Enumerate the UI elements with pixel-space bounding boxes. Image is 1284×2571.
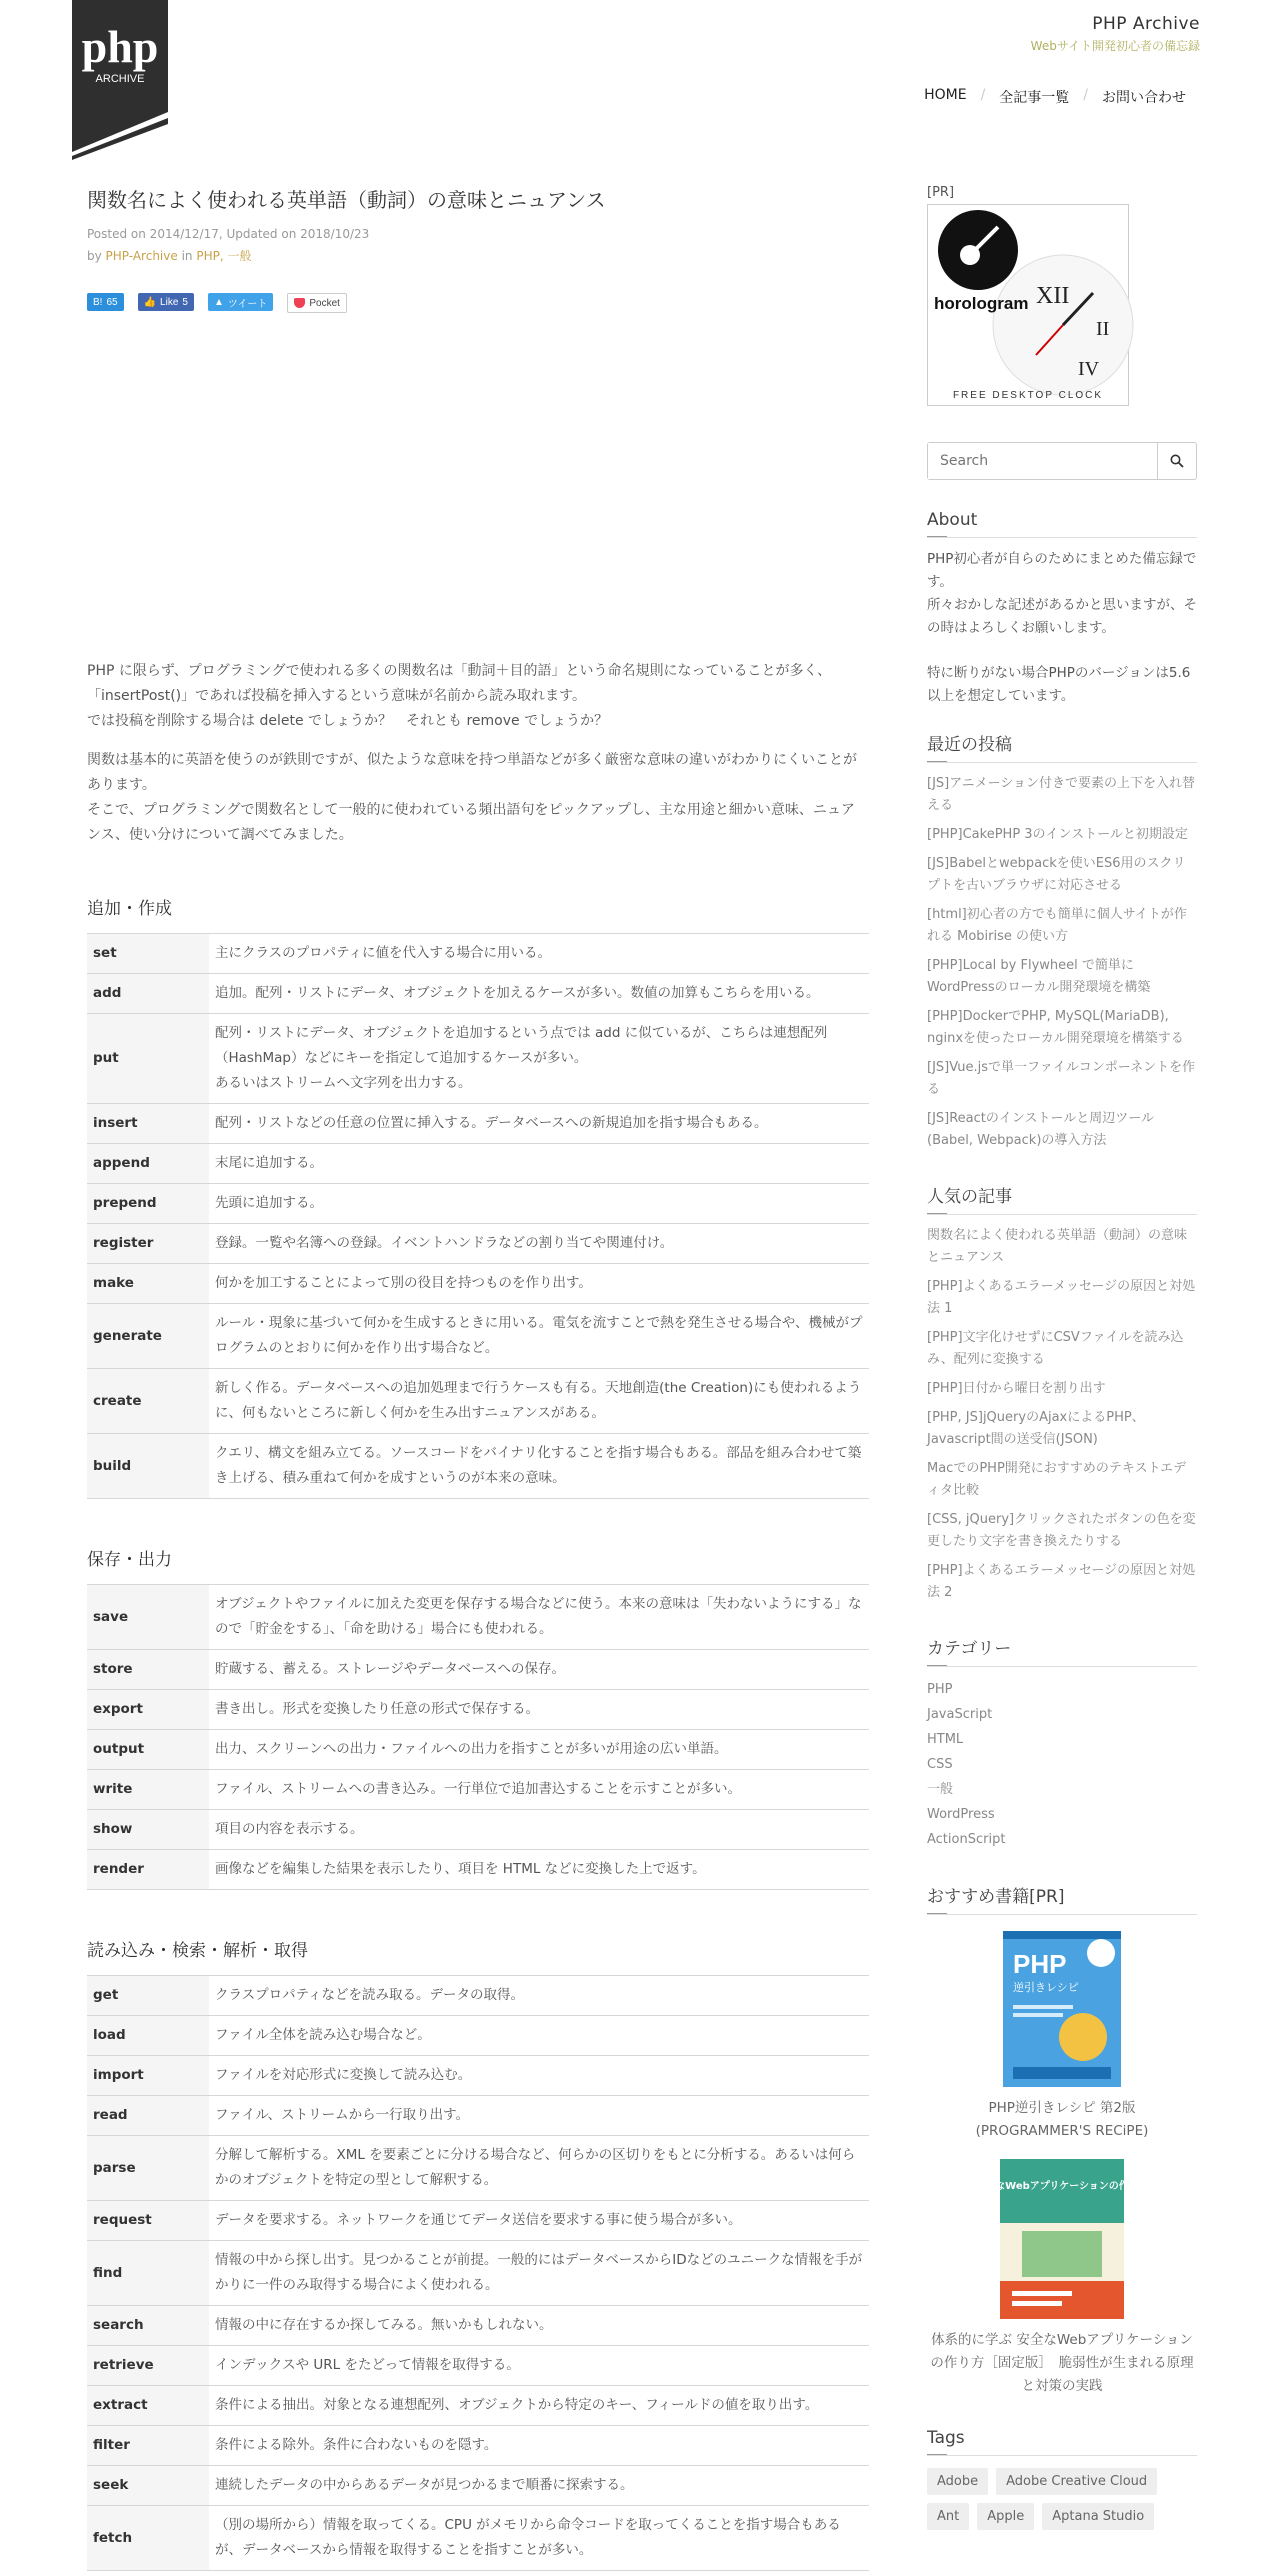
term-word: extract [87, 2386, 209, 2426]
popular-post-link[interactable]: 関数名によく使われる英単語（動詞）の意味とニュアンス [927, 1228, 1188, 1265]
table-row [87, 2096, 869, 2136]
term-description: 貯蔵する、蓄える。ストレージやデータベースへの保存。 [209, 1650, 869, 1690]
table-row [87, 974, 869, 1014]
post-title: 関数名によく使われる英単語（動詞）の意味とニュアンス [87, 188, 606, 212]
intro-paragraph: PHP に限らず、プログラミングで使われる多くの関数名は「動詞＋目的語」という命名規則になっていることが多く、「insertPost()」であれば投稿を挿入するという意味が名前から読み取れます。 では投稿を削除する場合は delete でしょうか？ それとも remove でしょうか？ [87, 663, 832, 729]
term-word: add [87, 974, 209, 1014]
hatena-icon: B! [93, 296, 103, 308]
books-title: おすすめ書籍[PR] [927, 1882, 1197, 1915]
table-row [87, 1104, 869, 1144]
table-row [87, 1730, 869, 1770]
nav-all-posts[interactable]: 全記事一覧 [999, 90, 1070, 106]
byline-in: in [181, 249, 193, 263]
term-description: ファイル、ストリームから一行取り出す。 [209, 2096, 869, 2136]
popular-post-link[interactable]: MacでのPHP開発におすすめのテキストエディタ比較 [927, 1461, 1187, 1498]
table-row [87, 1585, 869, 1650]
recent-posts-title: 最近の投稿 [927, 730, 1197, 763]
book-cover-php-recipe [1003, 1931, 1121, 2087]
popular-post-link[interactable]: [PHP]日付から曜日を割り出す [927, 1381, 1106, 1396]
term-word: save [87, 1585, 209, 1650]
term-word: export [87, 1690, 209, 1730]
table-row [87, 2016, 869, 2056]
main-nav [910, 87, 1200, 107]
term-description: データを要求する。ネットワークを通じてデータ送信を要求する事に使う場合が多い。 [209, 2201, 869, 2241]
category-link[interactable]: JavaScript [927, 1707, 993, 1722]
tag-link[interactable]: Apple [977, 2503, 1034, 2530]
term-description: 書き出し。形式を変換したり任意の形式で保存する。 [209, 1690, 869, 1730]
term-description: 条件による抽出。対象となる連想配列、オブジェクトから特定のキー、フィールドの値を取り出す。 [209, 2386, 869, 2426]
about-title: About [927, 510, 1197, 538]
term-description: 先頭に追加する。 [209, 1184, 869, 1224]
section-heading: 読み込み・検索・解析・取得 [87, 1941, 308, 1961]
term-word: insert [87, 1104, 209, 1144]
term-word: generate [87, 1304, 209, 1369]
book-item[interactable] [927, 1931, 1197, 2143]
table-row [87, 1184, 869, 1224]
table-row [87, 2466, 869, 2506]
popular-post-link[interactable]: [PHP]よくあるエラーメッセージの原因と対処法 1 [927, 1279, 1196, 1316]
popular-post-link[interactable]: [CSS, jQuery]クリックされたボタンの色を変更したり文字を書き換えたりする [927, 1512, 1196, 1549]
table-row [87, 2426, 869, 2466]
like-label: Like [160, 296, 179, 308]
term-word: find [87, 2241, 209, 2306]
term-word: read [87, 2096, 209, 2136]
logo-sub: ARCHIVE [95, 73, 145, 85]
table-row [87, 1304, 869, 1369]
table-row [87, 1770, 869, 1810]
table-row [87, 1976, 869, 2016]
table-row [87, 2201, 869, 2241]
term-description: クエリ、構文を組み立てる。ソースコードをバイナリ化することを指す場合もある。部品を組み合わせて築き上げる、積み重ねて何かを成すというのが本来の意味。 [209, 1434, 869, 1499]
svg-text:IV: IV [1078, 358, 1100, 380]
term-description: 出力、スクリーンへの出力・ファイルへの出力を指すことが多いが用途の広い単語。 [209, 1730, 869, 1770]
term-word: get [87, 1976, 209, 2016]
term-description: 登録。一覧や名簿への登録。イベントハンドラなどの割り当てや関連付け。 [209, 1224, 869, 1264]
term-description: 何かを加工することによって別の役目を持つものを作り出す。 [209, 1264, 869, 1304]
term-word: seek [87, 2466, 209, 2506]
table-row [87, 2506, 869, 2571]
nav-separator: / [1083, 87, 1088, 103]
table-row [87, 1850, 869, 1890]
search-input[interactable] [928, 443, 1157, 479]
term-word: request [87, 2201, 209, 2241]
book-title-secure-webapp[interactable]: 体系的に学ぶ 安全なWebアプリケーションの作り方［固定版］ 脆弱性が生まれる原理と対策の実践 [930, 2332, 1194, 2394]
term-word: build [87, 1434, 209, 1499]
term-table [87, 933, 869, 1499]
recent-post-link[interactable]: [html]初心者の方でも簡単に個人サイトが作れる Mobirise の使い方 [927, 907, 1187, 944]
recent-post-link[interactable]: [PHP]CakePHP 3のインストールと初期設定 [927, 827, 1188, 842]
category-link[interactable]: HTML [927, 1732, 964, 1747]
term-description: 連続したデータの中からあるデータが見つかるまで順番に探索する。 [209, 2466, 869, 2506]
term-word: filter [87, 2426, 209, 2466]
term-word: register [87, 1224, 209, 1264]
byline-by: by [87, 249, 102, 263]
term-word: parse [87, 2136, 209, 2201]
like-count: 5 [182, 296, 188, 308]
popular-posts-title: 人気の記事 [927, 1182, 1197, 1215]
term-description: ファイル全体を読み込む場合など。 [209, 2016, 869, 2056]
popular-post-link[interactable]: [PHP, JS]jQueryのAjaxによるPHP、Javascript間の送受信(JSON) [927, 1410, 1145, 1447]
table-row [87, 1434, 869, 1499]
term-word: search [87, 2306, 209, 2346]
tag-link[interactable]: Aptana Studio [1042, 2503, 1154, 2530]
book-title-php-recipe[interactable]: PHP逆引きレシピ 第2版 (PROGRAMMER'S RECiPE) [975, 2100, 1149, 2139]
term-word: create [87, 1369, 209, 1434]
table-row [87, 2306, 869, 2346]
recent-post-link[interactable]: [JS]Vue.jsで単一ファイルコンポーネントを作る [927, 1060, 1196, 1097]
term-description: オブジェクトやファイルに加えた変更を保存する場合などに使う。本来の意味は「失わないようにする」なので「貯金をする」、「命を助ける」場合にも使われる。 [209, 1585, 869, 1650]
term-word: load [87, 2016, 209, 2056]
term-description: 画像などを編集した結果を表示したり、項目を HTML などに変換した上で返す。 [209, 1850, 869, 1890]
tag-link[interactable]: Adobe Creative Cloud [996, 2468, 1157, 2495]
popular-post-link[interactable]: [PHP]よくあるエラーメッセージの原因と対処法 2 [927, 1563, 1196, 1600]
term-description: 配列・リストなどの任意の位置に挿入する。データベースへの新規追加を指す場合もある。 [209, 1104, 869, 1144]
table-row [87, 1144, 869, 1184]
about-version-note: 特に断りがない場合PHPのバージョンは5.6以上を想定しています。 [927, 665, 1191, 704]
popular-post-link[interactable]: [PHP]文字化けせずにCSVファイルを読み込み、配列に変換する [927, 1330, 1184, 1367]
term-description: 分解して解析する。XML を要素ごとに分ける場合など、何らかの区切りをもとに分析する。あるいは何らかのオブジェクトを特定の型として解釈する。 [209, 2136, 869, 2201]
table-row [87, 1650, 869, 1690]
recent-posts-list [927, 773, 1197, 1152]
term-description: 配列・リストにデータ、オブジェクトを追加するという点では add に似ているが、こちらは連想配列（HashMap）などにキーを指定して追加するケースが多い。 あるいはストリームへ文字列を出力する。 [209, 1014, 869, 1104]
share-buttons [87, 293, 867, 313]
table-row [87, 2136, 869, 2201]
category-link[interactable]: 一般 [927, 1782, 954, 1797]
post-intro [87, 659, 867, 848]
search-icon [1170, 454, 1184, 468]
section-heading: 保存・出力 [87, 1550, 172, 1570]
table-row [87, 1810, 869, 1850]
term-description: 主にクラスのプロパティに値を代入する場合に用いる。 [209, 934, 869, 974]
post-date: Posted on 2014/12/17, Updated on 2018/10/23 [87, 227, 370, 241]
search-form [927, 442, 1197, 480]
tweet-label: ツイート [227, 298, 268, 310]
table-row [87, 1369, 869, 1434]
ad-brand: horologram [934, 294, 1029, 313]
term-word: prepend [87, 1184, 209, 1224]
term-word: output [87, 1730, 209, 1770]
term-description: （別の場所から）情報を取ってくる。CPU がメモリから命令コードを取ってくることを指す場合もあるが、データベースから情報を取得することを指すことが多い。 [209, 2506, 869, 2571]
term-word: show [87, 1810, 209, 1850]
term-word: store [87, 1650, 209, 1690]
term-word: set [87, 934, 209, 974]
logo-mark: php [81, 21, 159, 72]
term-description: 追加。配列・リストにデータ、オブジェクトを加えるケースが多い。数値の加算もこちらを用いる。 [209, 974, 869, 1014]
categories-title: カテゴリー [927, 1634, 1197, 1667]
ad-caption: FREE DESKTOP CLOCK [952, 390, 1104, 401]
facebook-like-button[interactable] [138, 293, 194, 311]
term-word: put [87, 1014, 209, 1104]
term-table [87, 1975, 869, 2571]
recent-post-link[interactable]: [JS]アニメーション付きで要素の上下を入れ替える [927, 776, 1196, 813]
term-word: fetch [87, 2506, 209, 2571]
recent-post-link[interactable]: [PHP]DockerでPHP, MySQL(MariaDB), nginxを使ったローカル開発環境を構築する [927, 1009, 1184, 1046]
pocket-button[interactable] [287, 293, 347, 313]
term-word: retrieve [87, 2346, 209, 2386]
table-row [87, 934, 869, 974]
twitter-bird-icon: ▲ [213, 296, 224, 308]
svg-text:II: II [1096, 318, 1110, 340]
term-sections [87, 894, 867, 2571]
term-description: ルール・現象に基づいて何かを生成するときに用いる。電気を流すことで熱を発生させる場合や、機械がプログラムのとおりに何かを作り出す場合など。 [209, 1304, 869, 1369]
table-row [87, 2241, 869, 2306]
term-table [87, 1584, 869, 1890]
section-heading: 追加・作成 [87, 899, 172, 919]
site-logo[interactable] [72, 0, 168, 158]
tag-link[interactable]: Ant [927, 2503, 969, 2530]
table-row [87, 2386, 869, 2426]
nav-separator: / [980, 87, 986, 103]
table-row [87, 1224, 869, 1264]
category-link[interactable]: ActionScript [927, 1832, 1006, 1847]
term-description: 項目の内容を表示する。 [209, 1810, 869, 1850]
table-row [87, 2346, 869, 2386]
svg-text:XII: XII [1036, 283, 1070, 309]
cover-title: PHP [1013, 1949, 1067, 1979]
term-word: append [87, 1144, 209, 1184]
nav-home[interactable]: HOME [924, 87, 967, 103]
category-link[interactable]: PHP [927, 1682, 953, 1697]
table-row [87, 1690, 869, 1730]
search-button[interactable] [1157, 443, 1196, 479]
term-word: make [87, 1264, 209, 1304]
clock-ad-image [928, 205, 1128, 405]
category-links[interactable]: PHP, 一般 [196, 249, 252, 263]
book-cover-secure-webapp [975, 2159, 1149, 2319]
about-widget [927, 548, 1197, 708]
sidebar [927, 185, 1197, 2530]
popular-posts-list [927, 1225, 1197, 1604]
pocket-icon [294, 298, 305, 308]
table-row [87, 1014, 869, 1104]
term-description: 末尾に追加する。 [209, 1144, 869, 1184]
nav-contact[interactable]: お問い合わせ [1102, 90, 1186, 106]
hatena-bookmark-button[interactable] [87, 293, 124, 311]
term-description: 情報の中に存在するか探してみる。無いかもしれない。 [209, 2306, 869, 2346]
thumbs-up-icon: 👍 [143, 296, 157, 308]
intro-paragraph: 関数は基本的に英語を使うのが鉄則ですが、似たような意味を持つ単語などが多く厳密な意味の違いがわかりにくいことがあります。 そこで、プログラミングで関数名として一般的に使われている頻出語句をピックアップし、主な用途と細かい意味、ニュアンス、使い分けについて調べてみました。 [87, 752, 857, 843]
term-word: write [87, 1770, 209, 1810]
term-description: ファイル、ストリームへの書き込み。一行単位で追加書込することを示すことが多い。 [209, 1770, 869, 1810]
recent-post-link[interactable]: [PHP]Local by Flywheel で簡単にWordPressのローカル開発環境を構築 [927, 958, 1151, 995]
table-row [87, 2056, 869, 2096]
tweet-button[interactable] [208, 293, 273, 311]
tags-title: Tags [927, 2428, 1197, 2456]
author-link[interactable]: PHP-Archive [105, 249, 178, 263]
site-tagline: Webサイト開発初心者の備忘録 [1030, 39, 1200, 53]
term-description: 情報の中から探し出す。見つかることが前提。一般的にはデータベースからIDなどのユニークな情報を手がかりに一件のみ取得する場合によく使われる。 [209, 2241, 869, 2306]
categories-list [927, 1677, 1197, 1852]
book-item[interactable] [927, 2159, 1197, 2398]
term-word: import [87, 2056, 209, 2096]
term-description: クラスプロパティなどを読み取る。データの取得。 [209, 1976, 869, 2016]
cover-title: 安全なWebアプリケーションの作り方 [975, 2181, 1149, 2192]
horologram-ad-banner[interactable] [927, 204, 1129, 406]
tag-cloud [927, 2468, 1197, 2530]
term-word: render [87, 1850, 209, 1890]
term-description: インデックスや URL をたどって情報を取得する。 [209, 2346, 869, 2386]
tag-link[interactable]: Adobe [927, 2468, 988, 2495]
hatena-count: 65 [106, 296, 118, 308]
pocket-label: Pocket [309, 297, 340, 309]
cover-subtitle: 逆引きレシピ [1013, 1981, 1079, 1994]
recent-post-link[interactable]: [JS]Babelとwebpackを使いES6用のスクリプトを古いブラウザに対応させる [927, 856, 1186, 893]
table-row [87, 1264, 869, 1304]
main-content [87, 185, 867, 2571]
category-link[interactable]: WordPress [927, 1807, 995, 1822]
site-title[interactable]: PHP Archive [1092, 14, 1200, 34]
recent-post-link[interactable]: [JS]Reactのインストールと周辺ツール(Babel, Webpack)の導入方法 [927, 1111, 1154, 1148]
post-byline [87, 245, 867, 267]
about-text: PHP初心者が自らのためにまとめた備忘録です。 所々おかしな記述があるかと思いますが、その時はよろしくお願いします。 [927, 551, 1197, 636]
term-description: 新しく作る。データベースへの追加処理まで行うケースも有る。天地創造(the Creation)にも使われるように、何もないところに新しく何かを生み出すニュアンスがある。 [209, 1369, 869, 1434]
category-link[interactable]: CSS [927, 1757, 953, 1772]
term-description: ファイルを対応形式に変換して読み込む。 [209, 2056, 869, 2096]
pr-label: [PR] [927, 185, 955, 200]
term-description: 条件による除外。条件に合わないものを隠す。 [209, 2426, 869, 2466]
